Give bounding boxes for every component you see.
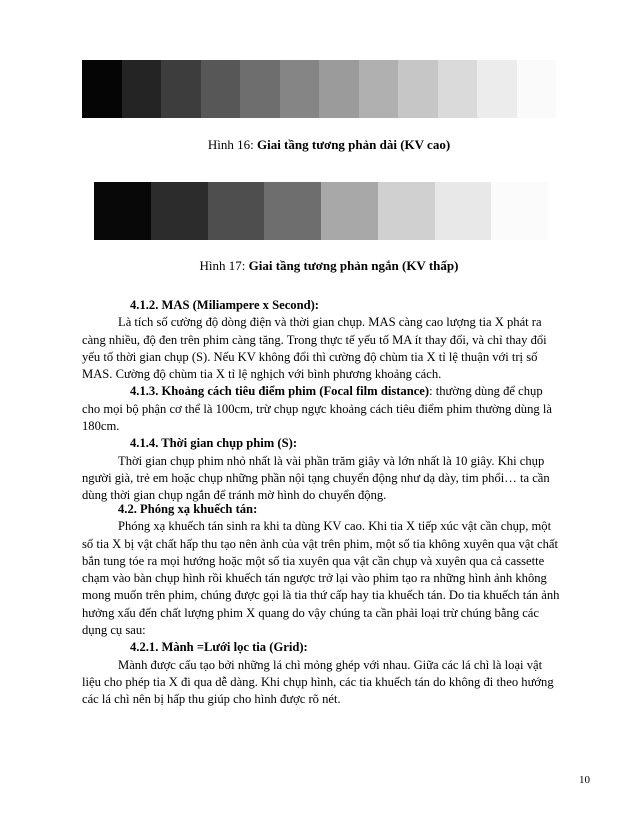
section-4-1-4-heading: 4.1.4. Thời gian chụp phim (S): [130,436,298,451]
section-4-1-3-body: : thường dùng để chụp cho mọi bộ phận cơ thể là 100cm, trừ chụp ngực khoảng cách tiêu điểm phim thường dùng là 180cm. [82,384,552,434]
long-contrast-gray-scale [82,60,556,118]
gray-step-9 [398,60,438,118]
section-4-2 [82,501,560,709]
gray-step-4 [264,182,321,240]
gray-step-10 [438,60,478,118]
section-4-1-4-body: Thời gian chụp phim nhỏ nhất là vài phần trăm giây và lớn nhất là 10 giây. Khi chụp người già, trẻ em hoặc chụp những phần nội tạng chuyển động như dạ dày, tim phổi… ta cần dùng thời gian chụp ngắn để tránh mờ hình do chuyển động. [82,453,550,503]
gray-step-8 [491,182,548,240]
figure-16-caption-title: Giai tầng tương phản dài (KV cao) [256,137,451,152]
gray-step-4 [201,60,241,118]
short-contrast-gray-scale [94,182,548,240]
gray-step-7 [435,182,492,240]
section-4-1-3-paragraph [82,383,560,435]
gray-step-3 [161,60,201,118]
figure-17-caption-title: Giai tầng tương phản ngắn (KV thấp) [248,258,459,273]
gray-step-1 [82,60,122,118]
gray-step-3 [208,182,265,240]
section-4-1-2-body: Là tích số cường độ dòng điện và thời gian chụp. MAS càng cao lượng tia X phát ra càng nhiều, độ đen trên phim càng tăng. Trong thực tế yếu tố MA ít thay đổi, và chỉ thay đổi yếu tố thời gian chụp (S). Nếu KV không đổi thì cường độ chùm tia X tỉ lệ thuận với trị số MAS. Cường độ chùm tia X tỉ lệ nghịch với bình phương khoảng cách. [82,315,547,382]
section-4-1-3-heading: 4.1.3. Khoảng cách tiêu điểm phim (Focal film distance) [130,384,430,399]
section-4-1-2 [82,297,560,505]
gray-step-11 [477,60,517,118]
gray-step-1 [94,182,151,240]
section-4-2-1-heading: 4.2.1. Mành =Lưới lọc tia (Grid): [130,640,308,655]
section-4-2-1-body: Mành được cấu tạo bởi những lá chì mỏng ghép với nhau. Giữa các lá chì là loại vật liệu cho phép tia X đi qua dễ dàng. Khi chụp hình, các tia khuếch tán do không đi theo hướng các lá chì nên bị hấp thu giúp cho hình được rõ nét. [82,657,554,707]
figure-16-caption [10,137,638,153]
gray-step-7 [319,60,359,118]
section-4-1-2-heading: 4.1.2. MAS (Miliampere x Second): [130,298,319,312]
gray-step-2 [122,60,162,118]
gray-step-5 [240,60,280,118]
gray-step-6 [280,60,320,118]
gray-step-5 [321,182,378,240]
figure-16-caption-prefix: Hình 16: [207,137,257,152]
section-4-2-body: Phóng xạ khuếch tán sinh ra khi ta dùng KV cao. Khi tia X tiếp xúc vật cần chụp, một số tia X bị vật chất hấp thu tạo nên ảnh của vật trên phim, một số tia không xuyên qua vật chất bắn tung tóe ra mọi hướng hoặc một số tia xuyên qua vật cần chụp và xuyên qua cả cassette chạm vào bàn chụp hình rồi khuếch tán ngược trở lại vào phim tạo ra những hình ảnh không mong muốn trên phim, chúng được gọi là tia thứ cấp hay tia khuếch tán. Do tia khuếch tán ảnh hưởng xấu đến chất lượng phim X quang do vậy chúng ta cần phải loại trừ chúng bằng các dụng cụ sau: [82,519,560,638]
gray-step-6 [378,182,435,240]
section-4-2-heading: 4.2. Phóng xạ khuếch tán: [118,502,258,516]
gray-step-8 [359,60,399,118]
page-number: 10 [579,774,590,786]
gray-step-2 [151,182,208,240]
gray-step-12 [517,60,557,118]
figure-17-caption [10,258,638,274]
figure-17-caption-prefix: Hình 17: [199,258,249,273]
